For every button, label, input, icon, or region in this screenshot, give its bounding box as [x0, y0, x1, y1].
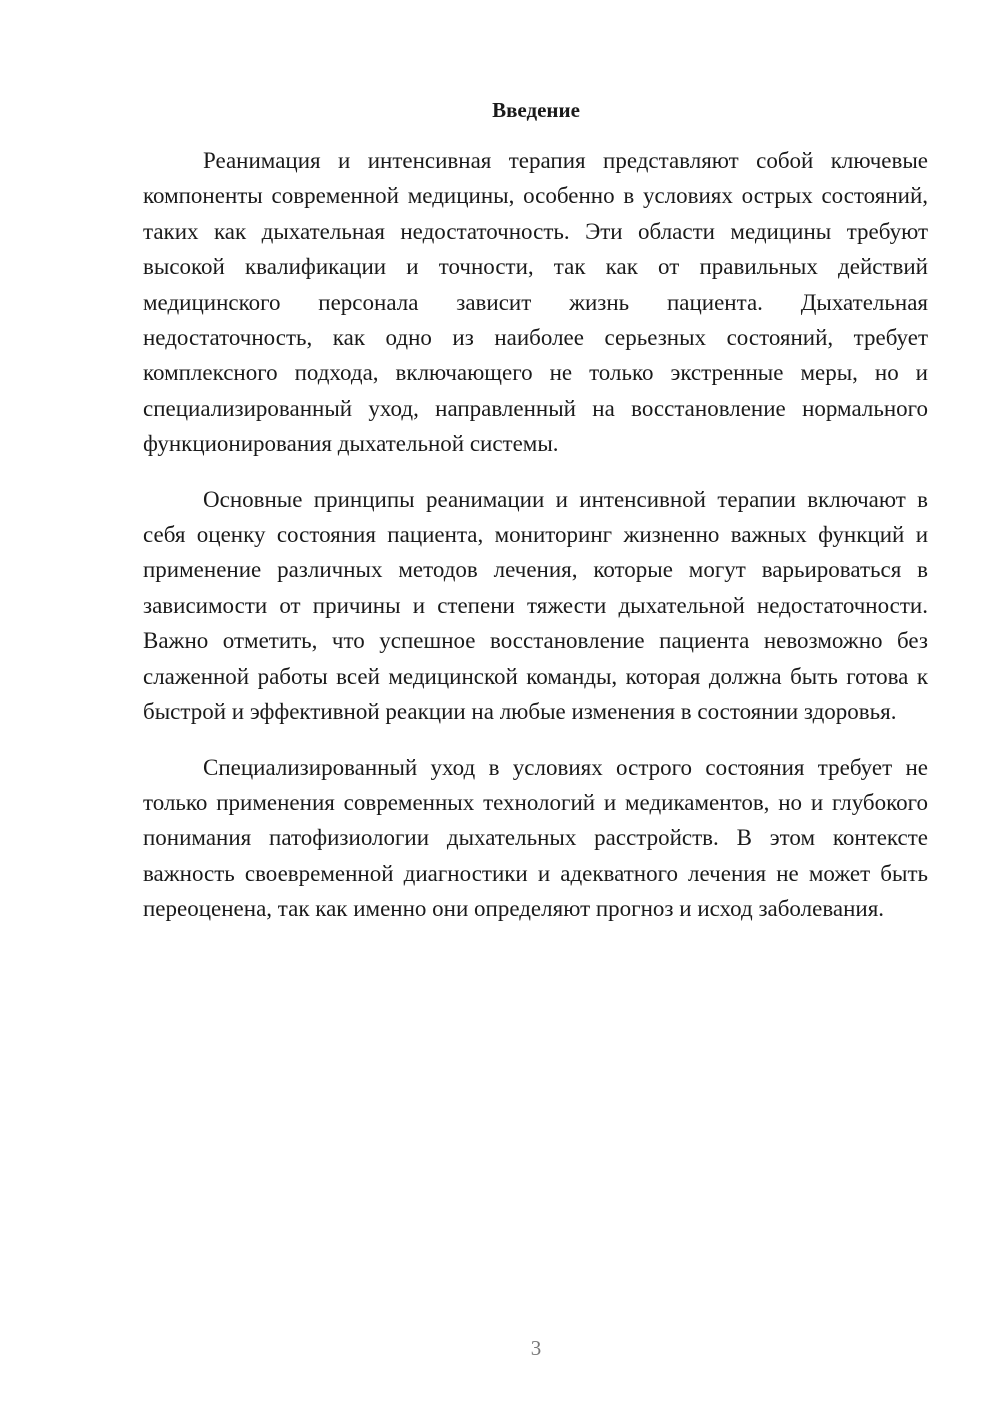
paragraph-2: Основные принципы реанимации и интенсивной терапии включают в себя оценку состояния пациента, мониторинг жизненно важных функций и применение различных методов лечения, которые могут варьироваться в зависимости от причины и степени тяжести дыхательной недостаточности. Важно отметить, что успешное восстановление пациента невозможно без слаженной работы всей медицинской команды, которая должна быть готова к быстрой и эффективной реакции на любые изменения в состоянии здоровья. — [143, 486, 928, 725]
paragraph-1: Реанимация и интенсивная терапия представляют собой ключевые компоненты современной медицины, особенно в условиях острых состояний, таких как дыхательная недостаточность. Эти области медицины требуют высокой квалификации и точности, так как от правильных действий медицинского персонала зависит жизнь пациента. Дыхательная недостаточность, как одно из наиболее серьезных состояний, требует комплексного подхода, включающего не только экстренные меры, но и специализированный уход, направленный на восстановление нормального функционирования дыхательной системы. — [143, 148, 928, 457]
section-heading: Введение — [492, 98, 580, 122]
body-text — [143, 143, 928, 947]
paragraph-3: Специализированный уход в условиях острого состояния требует не только применения современных технологий и медикаментов, но и глубокого понимания патофизиологии дыхательных расстройств. В этом контексте важность своевременной диагностики и адекватного лечения не может быть переоценена, так как именно они определяют прогноз и исход заболевания. — [143, 754, 928, 922]
page-number: 3 — [530, 1336, 542, 1360]
